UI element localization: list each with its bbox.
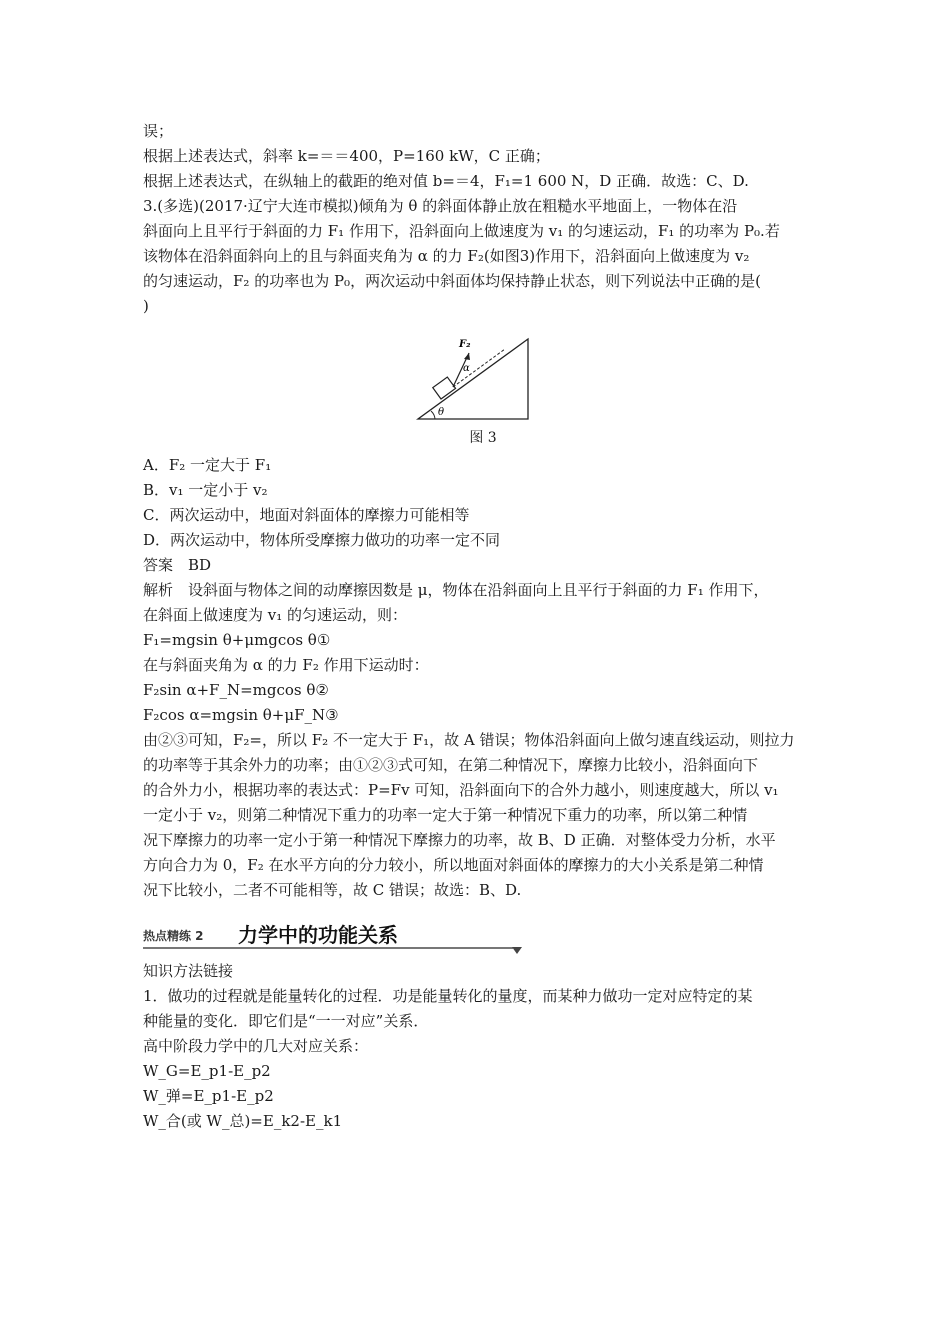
incline-figure (143, 327, 823, 453)
text-block-top (143, 119, 823, 319)
option-d: D．两次运动中，物体所受摩擦力做功的功率一定不同 (143, 531, 501, 549)
analysis-line: 在斜面上做速度为 v₁ 的匀速运动，则： (143, 606, 408, 624)
incline-diagram (413, 327, 553, 427)
option-c: C．两次运动中，地面对斜面体的摩擦力可能相等 (143, 506, 470, 524)
text-line: 高中阶段力学中的几大对应关系： (143, 1037, 369, 1055)
text-block-end (143, 959, 823, 1134)
analysis-line: 解析 设斜面与物体之间的动摩擦因数是 μ，物体在沿斜面向上且平行于斜面的力 F₁ 作用下， (143, 581, 769, 599)
relation-line: W_合(或 W_总)=E_k2-E_k1 (143, 1112, 343, 1130)
analysis-line: 的功率等于其余外力的功率；由①②③式可知，在第二种情况下，摩擦力比较小，沿斜面向下 (143, 756, 759, 774)
figure-caption: 图 3 (469, 430, 497, 446)
analysis-line: 方向合力为 0，F₂ 在水平方向的分力较小，所以地面对斜面体的摩擦力的大小关系是第二种情 (143, 856, 764, 874)
analysis-line: 况下摩擦力的功率一定小于第一种情况下摩擦力的功率，故 B、D 正确．对整体受力分析，水平 (143, 831, 776, 849)
relation-line: W_G=E_p1-E_p2 (143, 1062, 271, 1080)
equation-3: F₂cos α=mgsin θ+μF_N③ (143, 706, 339, 724)
label-f2: F₂ (459, 339, 471, 350)
question-text: 斜面向上且平行于斜面的力 F₁ 作用下，沿斜面向上做速度为 v₁ 的匀速运动，F₁ 的功率为 P₀.若 (143, 222, 780, 240)
answer-line: 答案 BD (143, 556, 212, 574)
label-alpha: α (463, 363, 470, 374)
text-line: 误； (143, 122, 174, 140)
analysis-line: 一定小于 v₂，则第二种情况下重力的功率一定大于第一种情况下重力的功率，所以第二种情 (143, 806, 748, 824)
text-line: 根据上述表达式，在纵轴上的截距的绝对值 b=＝4，F₁=1 600 N，D 正确．故选：C、D. (143, 172, 749, 190)
subheading: 知识方法链接 (143, 962, 234, 980)
analysis-line: 况下比较小，二者不可能相等，故 C 错误；故选：B、D. (143, 881, 522, 899)
document-body (143, 119, 823, 1134)
section-header (143, 917, 518, 953)
question-text: ) (143, 297, 149, 315)
triangle-down-icon (512, 947, 522, 954)
text-line: 种能量的变化．即它们是“一一对应”关系． (143, 1012, 429, 1030)
relation-line: W_弹=E_p1-E_p2 (143, 1087, 274, 1105)
section-title: 力学中的功能关系 (238, 923, 398, 947)
section-rule (143, 947, 513, 949)
question-text: 3.(多选)(2017·辽宁大连市模拟)倾角为 θ 的斜面体静止放在粗糙水平地面上，一物体在沿 (143, 197, 738, 215)
analysis-line: 在与斜面夹角为 α 的力 F₂ 作用下运动时： (143, 656, 429, 674)
question-text: 该物体在沿斜面斜向上的且与斜面夹角为 α 的力 F₂(如图3)作用下，沿斜面向上做速度为 v₂ (143, 247, 750, 265)
option-a: A．F₂ 一定大于 F₁ (143, 456, 272, 474)
equation-2: F₂sin α+F_N=mgcos θ② (143, 681, 329, 699)
equation-1: F₁=mgsin θ+μmgcos θ① (143, 631, 331, 649)
text-line: 根据上述表达式，斜率 k=＝＝400，P=160 kW，C 正确； (143, 147, 550, 165)
question-text: 的匀速运动，F₂ 的功率也为 P₀，两次运动中斜面体均保持静止状态，则下列说法中正确的是( (143, 272, 761, 290)
option-b: B．v₁ 一定小于 v₂ (143, 481, 268, 499)
analysis-line: 由②③可知，F₂=，所以 F₂ 不一定大于 F₁，故 A 错误；物体沿斜面向上做匀速直线运动，则拉力 (143, 731, 795, 749)
analysis-line: 的合外力小，根据功率的表达式：P=Fv 可知，沿斜面向下的合外力越小，则速度越大，所以 v₁ (143, 781, 779, 799)
section-tag: 热点精练 2 (143, 929, 204, 943)
text-block-bottom (143, 453, 823, 903)
text-line: 1．做功的过程就是能量转化的过程．功是能量转化的量度，而某种力做功一定对应特定的某 (143, 987, 753, 1005)
label-theta: θ (438, 407, 445, 418)
